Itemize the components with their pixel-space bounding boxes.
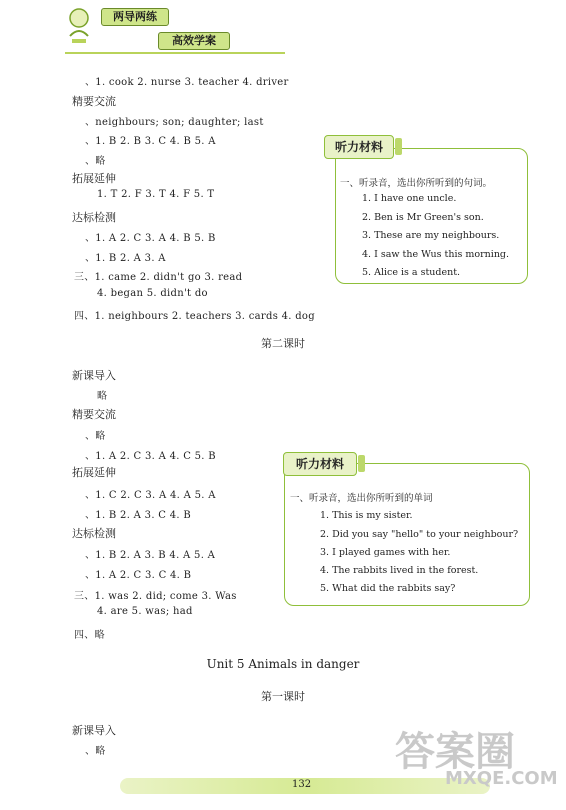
tag-decoration — [395, 138, 402, 155]
listening-material-tag — [324, 135, 394, 159]
answer-line: 略 — [97, 391, 108, 402]
listening-material-title: 听力材料 — [295, 457, 344, 471]
answer-line: 、1. B 2. A 3. A — [85, 253, 166, 264]
listening-item: 1. I have one uncle. — [362, 193, 457, 204]
listening-item: 4. The rabbits lived in the forest. — [320, 565, 479, 576]
answer-line: 、1. A 2. C 3. C 4. B — [85, 570, 192, 581]
section-heading: 新课导入 — [72, 369, 116, 382]
section-heading: 精要交流 — [72, 95, 116, 108]
answer-line: 1. T 2. F 3. T 4. F 5. T — [97, 189, 215, 200]
answer-line: 、略 — [85, 746, 106, 757]
section-heading: 拓展延伸 — [72, 466, 116, 479]
listening-item: 3. These are my neighbours. — [362, 230, 500, 241]
answer-line: 三、1. came 2. didn't go 3. read — [74, 272, 243, 283]
section-heading: 拓展延伸 — [72, 172, 116, 185]
listening-item: 3. I played games with her. — [320, 547, 451, 558]
answer-line: 、1. A 2. C 3. A 4. C 5. B — [85, 451, 216, 462]
header-divider — [65, 52, 285, 54]
answer-line: 四、略 — [74, 630, 105, 641]
answer-line: 、1. cook 2. nurse 3. teacher 4. driver — [85, 77, 289, 88]
tag-decoration — [358, 455, 365, 472]
answer-line: 、略 — [85, 431, 106, 442]
answer-line: 四、1. neighbours 2. teachers 3. cards 4. dog — [74, 311, 315, 322]
listening-item: 2. Did you say "hello" to your neighbour? — [320, 529, 519, 540]
lesson1-title: 第一课时 — [261, 690, 305, 703]
answer-line: 、1. B 2. A 3. C 4. B — [85, 510, 191, 521]
listening-instruction: 一、听录音，选出你所听到的句词。 — [340, 178, 493, 189]
listening-item: 2. Ben is Mr Green's son. — [362, 212, 484, 223]
listening-instruction: 一、听录音，选出你所听到的单词 — [290, 493, 433, 504]
answer-line: 、neighbours; son; daughter; last — [85, 117, 264, 128]
section-heading: 达标检测 — [72, 527, 116, 540]
answer-line: 、略 — [85, 156, 106, 167]
page-number: 132 — [292, 779, 312, 790]
listening-material-tag — [283, 452, 357, 476]
section-heading: 新课导入 — [72, 724, 116, 737]
listening-material-title: 听力材料 — [334, 140, 383, 154]
section-heading: 精要交流 — [72, 408, 116, 421]
listening-item: 4. I saw the Wus this morning. — [362, 249, 510, 260]
answer-line: 、1. A 2. C 3. A 4. B 5. B — [85, 233, 216, 244]
listening-item: 5. What did the rabbits say? — [320, 583, 456, 594]
header-book-tag: 高效学案 — [158, 32, 230, 50]
answer-line: 三、1. was 2. did; come 3. Was — [74, 591, 237, 602]
lesson2-title: 第二课时 — [261, 337, 305, 350]
answer-line: 4. are 5. was; had — [97, 606, 193, 617]
unit-title: Unit 5 Animals in danger — [206, 657, 360, 671]
listening-item: 5. Alice is a student. — [362, 267, 461, 278]
header-decoration-icon — [64, 6, 94, 46]
answer-line: 、1. B 2. B 3. C 4. B 5. A — [85, 136, 216, 147]
watermark-logo: 答案圈 — [395, 729, 515, 775]
watermark-url: MXQE.COM — [445, 768, 558, 789]
answer-line: 4. began 5. didn't do — [97, 288, 208, 299]
answer-line: 、1. B 2. A 3. B 4. A 5. A — [85, 550, 216, 561]
section-heading: 达标检测 — [72, 211, 116, 224]
answer-line: 、1. C 2. C 3. A 4. A 5. A — [85, 490, 216, 501]
header-series-tag: 两导两练 — [101, 8, 169, 26]
listening-item: 1. This is my sister. — [320, 510, 413, 521]
